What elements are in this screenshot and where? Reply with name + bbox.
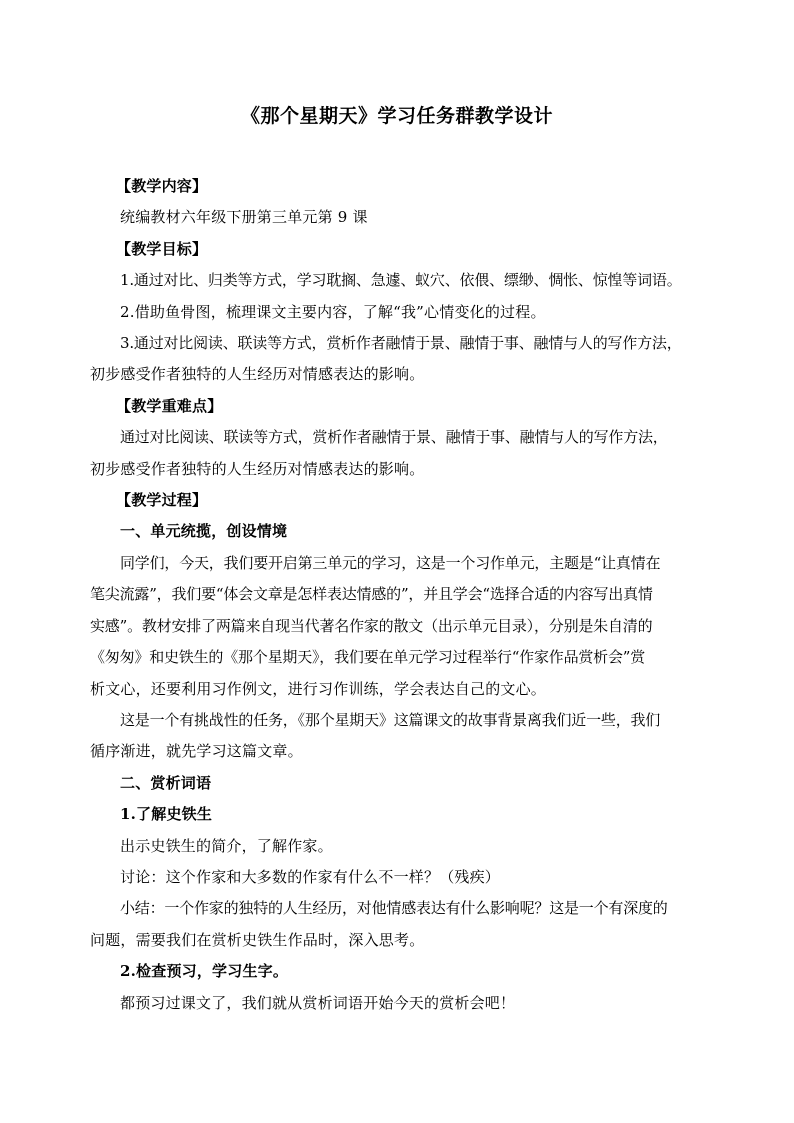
objective-item-2: 2.借助鱼骨图，梳理课文主要内容，了解“我”心情变化的过程。 [120, 302, 546, 321]
paragraph-line: 通过对比阅读、联读等方式，赏析作者融情于景、融情于事、融情与人的写作方法， [120, 428, 668, 447]
paragraph-line: 讨论：这个作家和大多数的作家有什么不一样？（残疾） [120, 867, 501, 886]
paragraph-line: 《匆匆》和史铁生的《那个星期天》，我们要在单元学习过程举行“作家作品赏析会”赏 [90, 648, 646, 667]
subheading-vocabulary: 二、赏析词语 [120, 773, 212, 792]
paragraph-line: 小结：一个作家的独特的人生经历，对他情感表达有什么影响呢？这是一个有深度的 [120, 899, 668, 918]
document-body [90, 171, 720, 1019]
subheading-preview-check: 2.检查预习，学习生字。 [120, 962, 289, 981]
paragraph-line: 问题，需要我们在赏析史铁生作品时，深入思考。 [90, 930, 425, 949]
paragraph-line: 这是一个有挑战性的任务，《那个星期天》这篇课文的故事背景离我们近一些，我们 [120, 710, 661, 729]
section-heading-key-points: 【教学重难点】 [116, 396, 223, 415]
paragraph-line: 同学们，今天，我们要开启第三单元的学习，这是一个习作单元，主题是“让真情在 [120, 553, 661, 572]
paragraph-line: 初步感受作者独特的人生经历对情感表达的影响。 [90, 365, 425, 384]
paragraph-line: 初步感受作者独特的人生经历对情感表达的影响。 [90, 459, 425, 478]
objective-item-3: 3.通过对比阅读、联读等方式，赏析作者融情于景、融情于事、融情与人的写作方法， [120, 334, 682, 353]
subheading-unit-overview: 一、单元统揽，创设情境 [120, 522, 288, 541]
paragraph-line: 都预习过课文了，我们就从赏析词语开始今天的赏析会吧！ [120, 993, 516, 1012]
document-title: 《那个星期天》学习任务群教学设计 [240, 105, 553, 127]
paragraph-line: 析文心，还要利用习作例文，进行习作训练，学会表达自己的文心。 [90, 679, 547, 698]
paragraph-line: 统编教材六年级下册第三单元第 9 课 [120, 208, 368, 227]
paragraph-line: 出示史铁生的简介，了解作家。 [120, 836, 333, 855]
section-heading-process: 【教学过程】 [116, 491, 208, 510]
paragraph-line: 循序渐进，就先学习这篇文章。 [90, 742, 303, 761]
paragraph-line: 笔尖流露”，我们要“体会文章是怎样表达情感的”，并且学会“选择合适的内容写出真情 [90, 585, 653, 604]
objective-item-1: 1.通过对比、归类等方式，学习耽搁、急遽、蚁穴、依偎、缥缈、惆怅、惊惶等词语。 [120, 271, 682, 290]
paragraph-line: 实感”。教材安排了两篇来自现当代著名作家的散文（出示单元目录），分别是朱自清的 [90, 616, 653, 635]
section-heading-content: 【教学内容】 [116, 177, 208, 195]
section-heading-objectives: 【教学目标】 [116, 239, 208, 258]
subheading-about-author: 1.了解史铁生 [120, 805, 213, 824]
